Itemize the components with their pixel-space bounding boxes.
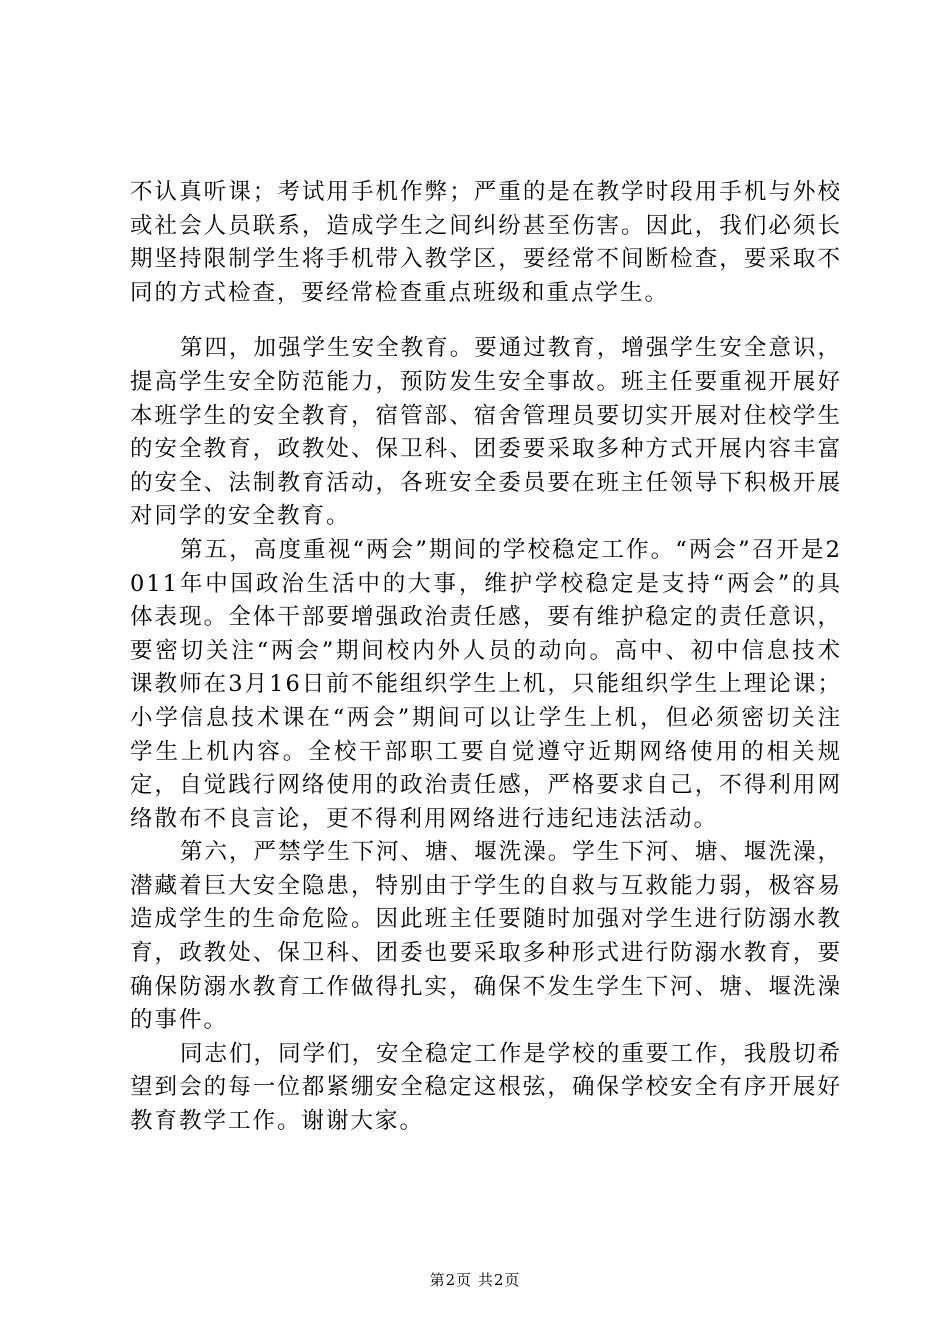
page-footer: 第2页 共2页: [429, 1271, 521, 1289]
paragraph-continuation: 不认真听课；考试用手机作弊；严重的是在教学时段用手机与外校或社会人员联系，造成学生之间纠纷甚至伤害。因此，我们必须长期坚持限制学生将手机带入教学区，要经常不间断检查，要采取不同的方式检查，要经常检查重点班级和重点学生。: [130, 179, 842, 306]
document-body: [130, 176, 842, 1139]
paragraph-point-four: 第四，加强学生安全教育。要通过教育，增强学生安全意识，提高学生安全防范能力，预防发生安全事故。班主任要重视开展好本班学生的安全教育，宿管部、宿舍管理员要切实开展对住校学生的安全教育，政教处、保卫科、团委要采取多种方式开展内容丰富的安全、法制教育活动，各班安全委员要在班主任领导下积极开展对同学的安全教育。: [130, 335, 842, 530]
paragraph-closing: 同志们，同学们，安全稳定工作是学校的重要工作，我殷切希望到会的每一位都紧绷安全稳定这根弦，确保学校安全有序开展好教育教学工作。谢谢大家。: [130, 1040, 842, 1135]
paragraph-point-five: 第五，高度重视“两会”期间的学校稳定工作。“两会”召开是2011年中国政治生活中的大事，维护学校稳定是支持“两会”的具体表现。全体干部要增强政治责任感，要有维护稳定的责任意识，要密切关注“两会”期间校内外人员的动向。高中、初中信息技术课教师在3月16日前不能组织学生上机，只能组织学生上理论课；小学信息技术课在“两会”期间可以让学生上机，但必须密切关注学生上机内容。全校干部职工要自觉遵守近期网络使用的相关规定，自觉践行网络使用的政治责任感，严格要求自己，不得利用网络散布不良言论，更不得利用网络进行违纪违法活动。: [130, 536, 842, 832]
paragraph-point-six: 第六，严禁学生下河、塘、堰洗澡。学生下河、塘、堰洗澡，潜藏着巨大安全隐患，特别由于学生的自救与互救能力弱，极容易造成学生的生命危险。因此班主任要随时加强对学生进行防溺水教育，政教处、保卫科、团委也要采取多种形式进行防溺水教育，要确保防溺水教育工作做得扎实，确保不发生学生下河、塘、堰洗澡的事件。: [130, 839, 842, 1034]
